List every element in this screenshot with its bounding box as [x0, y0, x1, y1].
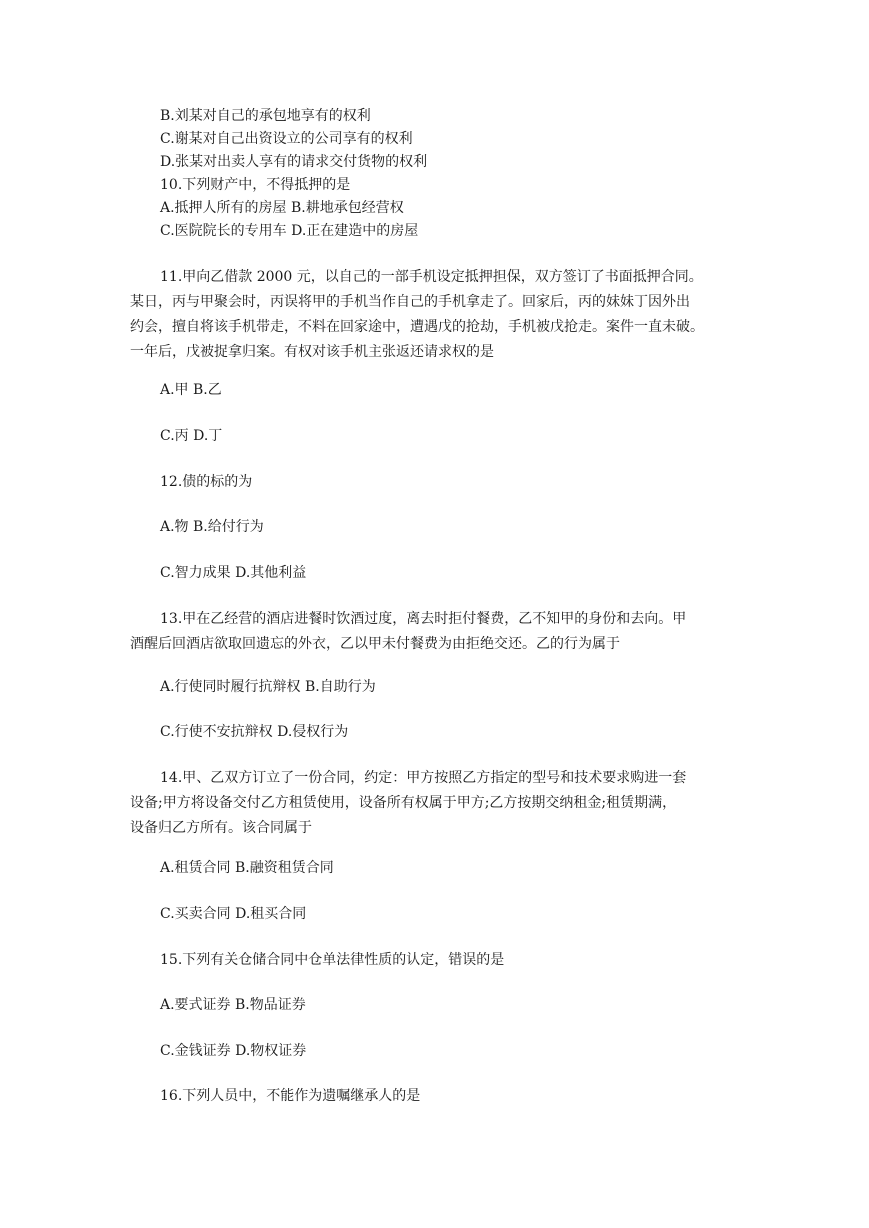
option-line: C.丙 D.丁: [160, 428, 223, 444]
question-stem: 14.甲、乙双方订立了一份合同，约定：甲方按照乙方指定的型号和技术要求购进一套: [160, 770, 687, 786]
option-line: A.物 B.给付行为: [160, 519, 264, 535]
option-line: C.买卖合同 D.租买合同: [160, 906, 307, 922]
option-line: C.智力成果 D.其他利益: [160, 565, 307, 581]
option-line: A.要式证券 B.物品证券: [160, 997, 306, 1013]
option-line: A.抵押人所有的房屋 B.耕地承包经营权: [160, 200, 404, 216]
question-stem: 13.甲在乙经营的酒店进餐时饮酒过度，离去时拒付餐费，乙不知甲的身份和去向。甲: [160, 611, 687, 627]
question-stem: 约会，擅自将该手机带走，不料在回家途中，遭遇戊的抢劫，手机被戊抢走。案件一直未破。: [130, 319, 704, 335]
option-line: C.行使不安抗辩权 D.侵权行为: [160, 724, 349, 740]
option-line: D.张某对出卖人享有的请求交付货物的权利: [160, 154, 428, 170]
question-stem: 设备归乙方所有。该合同属于: [130, 820, 312, 836]
option-line: B.刘某对自己的承包地享有的权利: [160, 108, 371, 124]
question-stem: 一年后，戊被捉拿归案。有权对该手机主张返还请求权的是: [130, 344, 494, 360]
question-stem: 16.下列人员中，不能作为遗嘱继承人的是: [160, 1088, 421, 1104]
question-stem: 设备;甲方将设备交付乙方租赁使用，设备所有权属于甲方;乙方按期交纳租金;租赁期满，: [130, 795, 677, 811]
question-stem: 10.下列财产中，不得抵押的是: [160, 177, 351, 193]
option-line: C.谢某对自己出资设立的公司享有的权利: [160, 131, 413, 147]
option-line: A.租赁合同 B.融资租赁合同: [160, 860, 334, 876]
option-line: C.医院院长的专用车 D.正在建造中的房屋: [160, 223, 419, 239]
question-stem: 15.下列有关仓储合同中仓单法律性质的认定，错误的是: [160, 952, 505, 968]
option-line: A.行使同时履行抗辩权 B.自助行为: [160, 679, 376, 695]
question-stem: 酒醒后回酒店欲取回遗忘的外衣，乙以甲未付餐费为由拒绝交还。乙的行为属于: [130, 636, 620, 652]
question-stem: 12.债的标的为: [160, 474, 253, 490]
question-stem: 11.甲向乙借款 2000 元，以自己的一部手机设定抵押担保，双方签订了书面抵押合同。: [160, 269, 703, 285]
option-line: A.甲 B.乙: [160, 382, 222, 398]
question-stem: 某日，丙与甲聚会时，丙误将甲的手机当作自己的手机拿走了。回家后，丙的妹妹丁因外出: [130, 294, 690, 310]
option-line: C.金钱证券 D.物权证券: [160, 1043, 307, 1059]
